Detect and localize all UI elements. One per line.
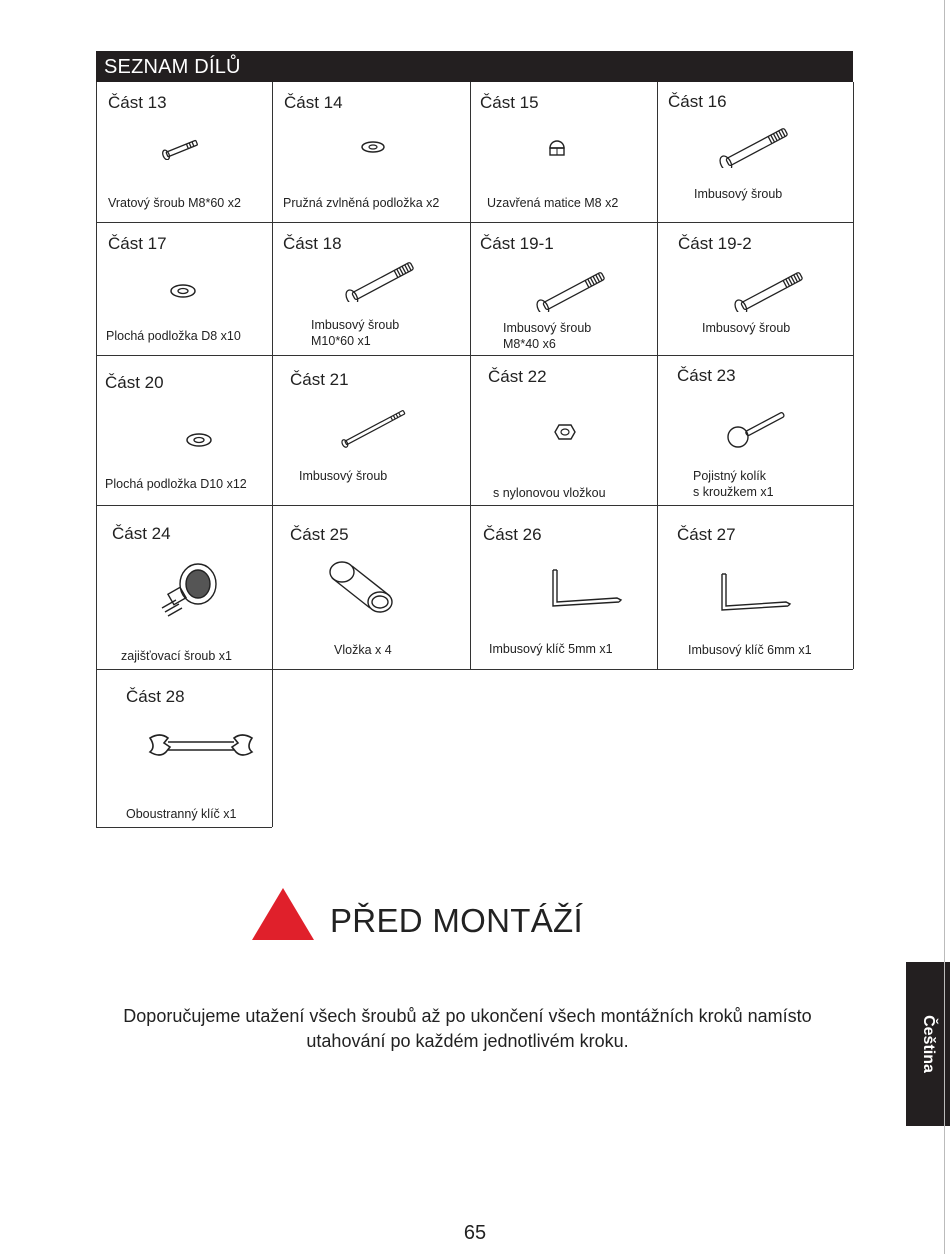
wrench-icon <box>146 730 256 769</box>
grid-vline <box>96 82 97 669</box>
part-title: Část 27 <box>677 525 736 544</box>
grid-vline <box>272 82 273 669</box>
part-title: Část 23 <box>677 366 736 385</box>
part-title: Část 21 <box>290 370 349 389</box>
hex-bolt-icon <box>529 272 615 317</box>
part-description: Oboustranný klíč x1 <box>126 807 237 821</box>
part-description: Imbusový klíč 5mm x1 <box>489 642 613 656</box>
part-description: s nylonovou vložkou <box>493 486 606 500</box>
part-title: Část 13 <box>108 93 167 112</box>
part-description: Pružná zvlněná podložka x2 <box>283 196 440 210</box>
before-assembly-title: PŘED MONTÁŽÍ <box>330 902 583 939</box>
part-description: Imbusový šroub <box>299 469 388 483</box>
allen-key-icon <box>714 570 794 623</box>
assembly-note-line-2: utahování po každém jednotlivém kroku. <box>306 1031 629 1051</box>
warning-triangle-icon <box>250 886 316 942</box>
page-edge-rule <box>944 0 945 1254</box>
grid-vline <box>657 82 658 669</box>
part-description: M8*40 x6 <box>503 337 556 351</box>
locking-knob-icon <box>156 560 224 625</box>
part-title: Část 26 <box>483 525 542 544</box>
grid-hline <box>96 827 272 828</box>
assembly-note-line-1: Doporučujeme utažení všech šroubů až po ukončení všech montážních kroků namísto <box>123 1006 812 1026</box>
hex-bolt-icon <box>338 262 424 307</box>
part-title: Část 20 <box>105 373 164 392</box>
grid-hline <box>96 669 853 670</box>
part-description: Plochá podložka D8 x10 <box>106 329 241 343</box>
flat-washer-icon <box>168 282 198 305</box>
part-description: Pojistný kolík <box>693 469 766 483</box>
hex-bolt-icon <box>712 128 798 173</box>
grid-hline <box>96 355 853 356</box>
part-description: Imbusový klíč 6mm x1 <box>688 643 812 657</box>
nylon-nut-icon <box>553 422 577 447</box>
grid-hline <box>96 222 853 223</box>
grid-vline <box>272 669 273 827</box>
part-description: Imbusový šroub <box>694 187 783 201</box>
part-title: Část 18 <box>283 234 342 253</box>
part-description: Imbusový šroub <box>702 321 791 335</box>
long-bolt-icon <box>336 408 412 453</box>
part-title: Část 16 <box>668 92 727 111</box>
part-title: Část 22 <box>488 367 547 386</box>
ring-pin-icon <box>726 410 788 455</box>
part-title: Část 25 <box>290 525 349 544</box>
language-label: Čeština <box>920 1015 937 1073</box>
part-title: Část 17 <box>108 234 167 253</box>
hex-bolt-icon <box>727 272 813 317</box>
grid-vline <box>853 82 854 669</box>
carriage-bolt-icon <box>160 138 204 165</box>
part-title: Část 19-2 <box>678 234 752 253</box>
part-description: M10*60 x1 <box>311 334 371 348</box>
grid-hline <box>96 505 853 506</box>
flat-washer-icon <box>184 431 214 454</box>
part-description: zajišťovací šroub x1 <box>121 649 232 663</box>
part-description: Vložka x 4 <box>334 643 392 657</box>
part-title: Část 19-1 <box>480 234 554 253</box>
allen-key-icon <box>545 566 625 619</box>
part-description: Uzavřená matice M8 x2 <box>487 196 619 210</box>
part-title: Část 15 <box>480 93 539 112</box>
part-description: Plochá podložka D10 x12 <box>105 477 247 491</box>
parts-list-title: SEZNAM DÍLŮ <box>104 56 241 78</box>
part-description: Vratový šroub M8*60 x2 <box>108 196 241 210</box>
grid-vline <box>96 669 97 827</box>
part-title: Část 24 <box>112 524 171 543</box>
sleeve-insert-icon <box>322 556 402 625</box>
grid-vline <box>470 82 471 669</box>
assembly-note <box>60 1004 875 1054</box>
part-description: Imbusový šroub <box>311 318 400 332</box>
page-number: 65 <box>463 1222 487 1244</box>
part-description: Imbusový šroub <box>503 321 592 335</box>
cap-nut-icon <box>545 136 569 165</box>
wave-washer-icon <box>358 138 388 161</box>
part-title: Část 28 <box>126 687 185 706</box>
part-title: Část 14 <box>284 93 343 112</box>
part-description: s kroužkem x1 <box>693 485 774 499</box>
